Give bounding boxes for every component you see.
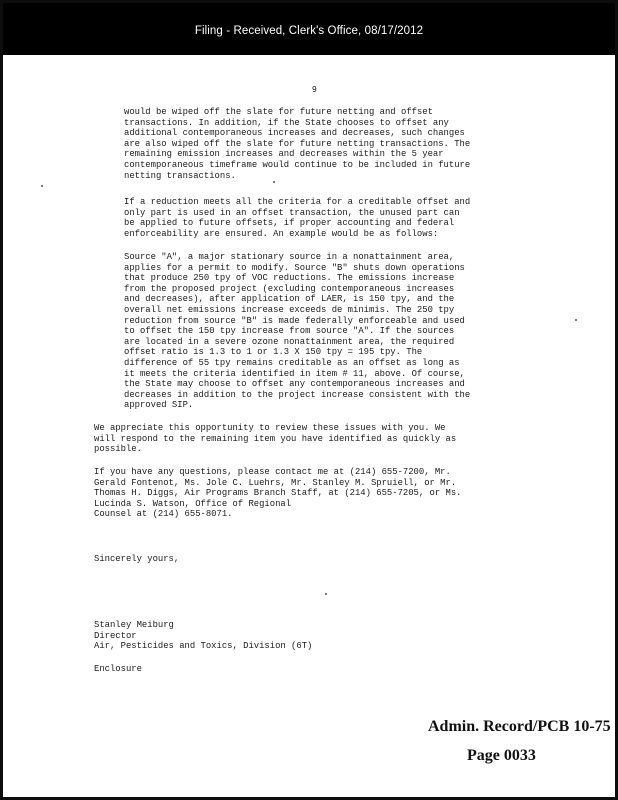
paragraph-contacts: If you have any questions, please contact me at (214) 655-7200, Mr. Gerald Fontenot, Ms. Jole C. Luehrs, Mr. Stanley M. Spruiell, or Mr. Thomas H. Diggs, Air Programs Branch Staff, at (214) 655-7205, or Ms. Lucinda S. Watson, Office of Regional Counsel at (214) 655-8071.: [94, 467, 462, 520]
page-number: 9: [312, 85, 317, 94]
paragraph-creditable-offset: If a reduction meets all the criteria for a creditable offset and only part is used in an offset transaction, the unused part can be applied to future offsets, if proper accounting and federal enforceability are ensured. An example would be as follows:: [124, 197, 471, 239]
paragraph-appreciation: We appreciate this opportunity to review these issues with you. We will respond to the remaining item you have identified as quickly as possible.: [94, 423, 457, 455]
bates-page-number: Page 0033: [467, 747, 536, 764]
filing-stamp: Filing - Received, Clerk's Office, 08/17/2012: [194, 25, 424, 37]
scan-speck: [575, 319, 577, 321]
admin-record-stamp: Admin. Record/PCB 10-75: [428, 718, 611, 735]
scan-speck: [273, 181, 275, 183]
paragraph-offset-example: Source "A", a major stationary source in a nonattainment area, applies for a permit to modify. Source "B" shuts down operations that produce 250 tpy of VOC reductions. The emissions increase from the proposed project (excluding contemporaneous increases and decreases), after application of LAER, is 150 tpy, and the overall net emissions increase exceeds de minimis. The 250 tpy reduction from source "B" is made federally enforceable and used to offset the 150 tpy increase from source "A". If the sources are located in a severe ozone nonattainment area, the required offset ratio is 1.3 to 1 or 1.3 X 150 tpy = 195 tpy. The difference of 55 tpy remains creditable as an offset as long as it meets the criteria identified in item # 11, above. Of course, the State may choose to offset any contemporaneous increases and decreases in addition to the project increase consistent with the approved SIP.: [124, 252, 471, 411]
signature-block: Stanley Meiburg Director Air, Pesticides and Toxics, Division (6T): [94, 620, 313, 652]
enclosure-note: Enclosure: [94, 664, 142, 674]
closing-salutation: Sincerely yours,: [94, 554, 180, 564]
scan-speck: [41, 185, 43, 187]
paragraph-contemporaneous-netting: would be wiped off the slate for future netting and offset transactions. In addition, if the State chooses to offset any additional contemporaneous increases and decreases, such changes are also wiped off the slate for future netting transactions. The remaining emission increases and decreases within the 5 year contemporaneous timeframe would continue to be included in future netting transactions.: [124, 107, 471, 181]
scan-speck: [325, 593, 327, 595]
